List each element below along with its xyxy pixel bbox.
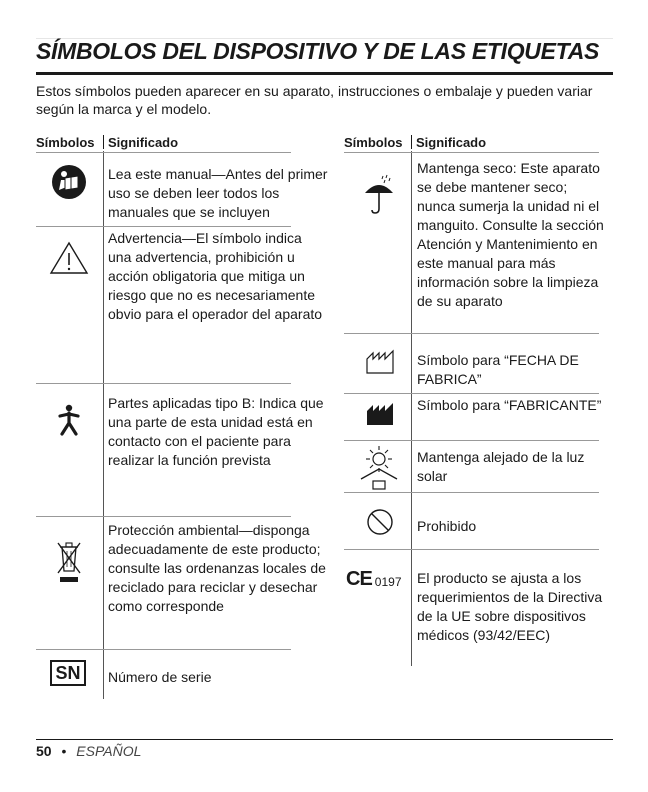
row-text-manufacture-date: Símbolo para “FECHA DE FABRICA” bbox=[417, 352, 579, 387]
date-of-manufacture-icon bbox=[360, 345, 400, 379]
ce-mark-letters: CE bbox=[346, 567, 372, 590]
row-text-manufacturer: Símbolo para “FABRICANTE” bbox=[417, 397, 602, 413]
keep-away-sunlight-icon bbox=[354, 444, 404, 492]
left-column-divider bbox=[103, 151, 104, 699]
row-text-sunlight: Mantenga alejado de la luz solar bbox=[417, 449, 585, 484]
row-divider bbox=[36, 383, 291, 384]
read-manual-icon bbox=[42, 162, 96, 202]
row-text-prohibited: Prohibido bbox=[417, 518, 477, 534]
footer-bullet: • bbox=[61, 743, 67, 759]
row-divider bbox=[36, 152, 291, 153]
row-divider bbox=[344, 440, 599, 441]
prohibited-icon bbox=[360, 505, 400, 539]
intro-paragraph: Estos símbolos pueden aparecer en su aparato, instrucciones o embalaje y pueden variar según la marca y el modelo. bbox=[36, 83, 593, 117]
row-text-ce: El producto se ajusta a los requerimientos de la Directiva de la UE sobre dispositivos médicos (93/42/EEC) bbox=[417, 570, 603, 643]
ce-notified-body-number: 0197 bbox=[374, 575, 402, 589]
manufacturer-icon bbox=[360, 398, 400, 430]
row-divider bbox=[36, 516, 291, 517]
row-text-serial: Número de serie bbox=[108, 669, 212, 685]
serial-number-icon-text: SN bbox=[50, 660, 85, 686]
footer bbox=[36, 743, 141, 759]
row-divider bbox=[344, 152, 599, 153]
left-header-divider bbox=[103, 135, 104, 149]
right-header-divider bbox=[411, 135, 412, 149]
row-text-warning: Advertencia—El símbolo indica una advertencia, prohibición u acción obligatoria que mitiga un riesgo que no es necesariamente obvio para el operador del aparato bbox=[108, 230, 323, 322]
row-divider bbox=[344, 549, 599, 550]
keep-dry-umbrella-icon bbox=[352, 172, 406, 218]
row-divider bbox=[344, 492, 599, 493]
title-divider bbox=[36, 72, 613, 75]
weee-crossed-bin-icon bbox=[42, 538, 96, 586]
footer-language: ESPAÑOL bbox=[76, 743, 142, 759]
row-divider bbox=[344, 393, 599, 394]
warning-triangle-icon bbox=[42, 238, 96, 278]
right-header-symbols: Símbolos bbox=[344, 135, 403, 150]
row-divider bbox=[36, 226, 291, 227]
row-text-read-manual: Lea este manual—Antes del primer uso se deben leer todos los manuales que se incluyen bbox=[108, 166, 328, 220]
row-text-keep-dry: Mantenga seco: Este aparato se debe mantener seco; nunca sumerja la unidad ni el manguito. Consulte la sección Atención y Mantenimiento en este manual para más información sobre la limpieza de su aparato bbox=[417, 160, 604, 309]
right-header-meaning: Significado bbox=[416, 135, 487, 150]
footer-divider bbox=[36, 739, 613, 740]
ce-mark-icon bbox=[344, 566, 410, 592]
page-title: SÍMBOLOS DEL DISPOSITIVO Y DE LAS ETIQUETAS bbox=[36, 38, 600, 64]
serial-number-icon bbox=[44, 658, 92, 688]
row-text-type-b: Partes aplicadas tipo B: Indica que una parte de esta unidad está en contacto con el paciente para realizar la función prevista bbox=[108, 395, 324, 468]
row-divider bbox=[36, 649, 291, 650]
left-header-symbols: Símbolos bbox=[36, 135, 95, 150]
row-divider bbox=[344, 333, 599, 334]
page-number: 50 bbox=[36, 743, 52, 759]
row-text-environmental: Protección ambiental—disponga adecuadamente de este producto; consulte las ordenanzas locales de reciclado para reciclar y desechar como corresponde bbox=[108, 522, 326, 614]
left-header-meaning: Significado bbox=[108, 135, 179, 150]
type-b-applied-part-icon bbox=[42, 402, 96, 438]
right-column-divider bbox=[411, 151, 412, 666]
